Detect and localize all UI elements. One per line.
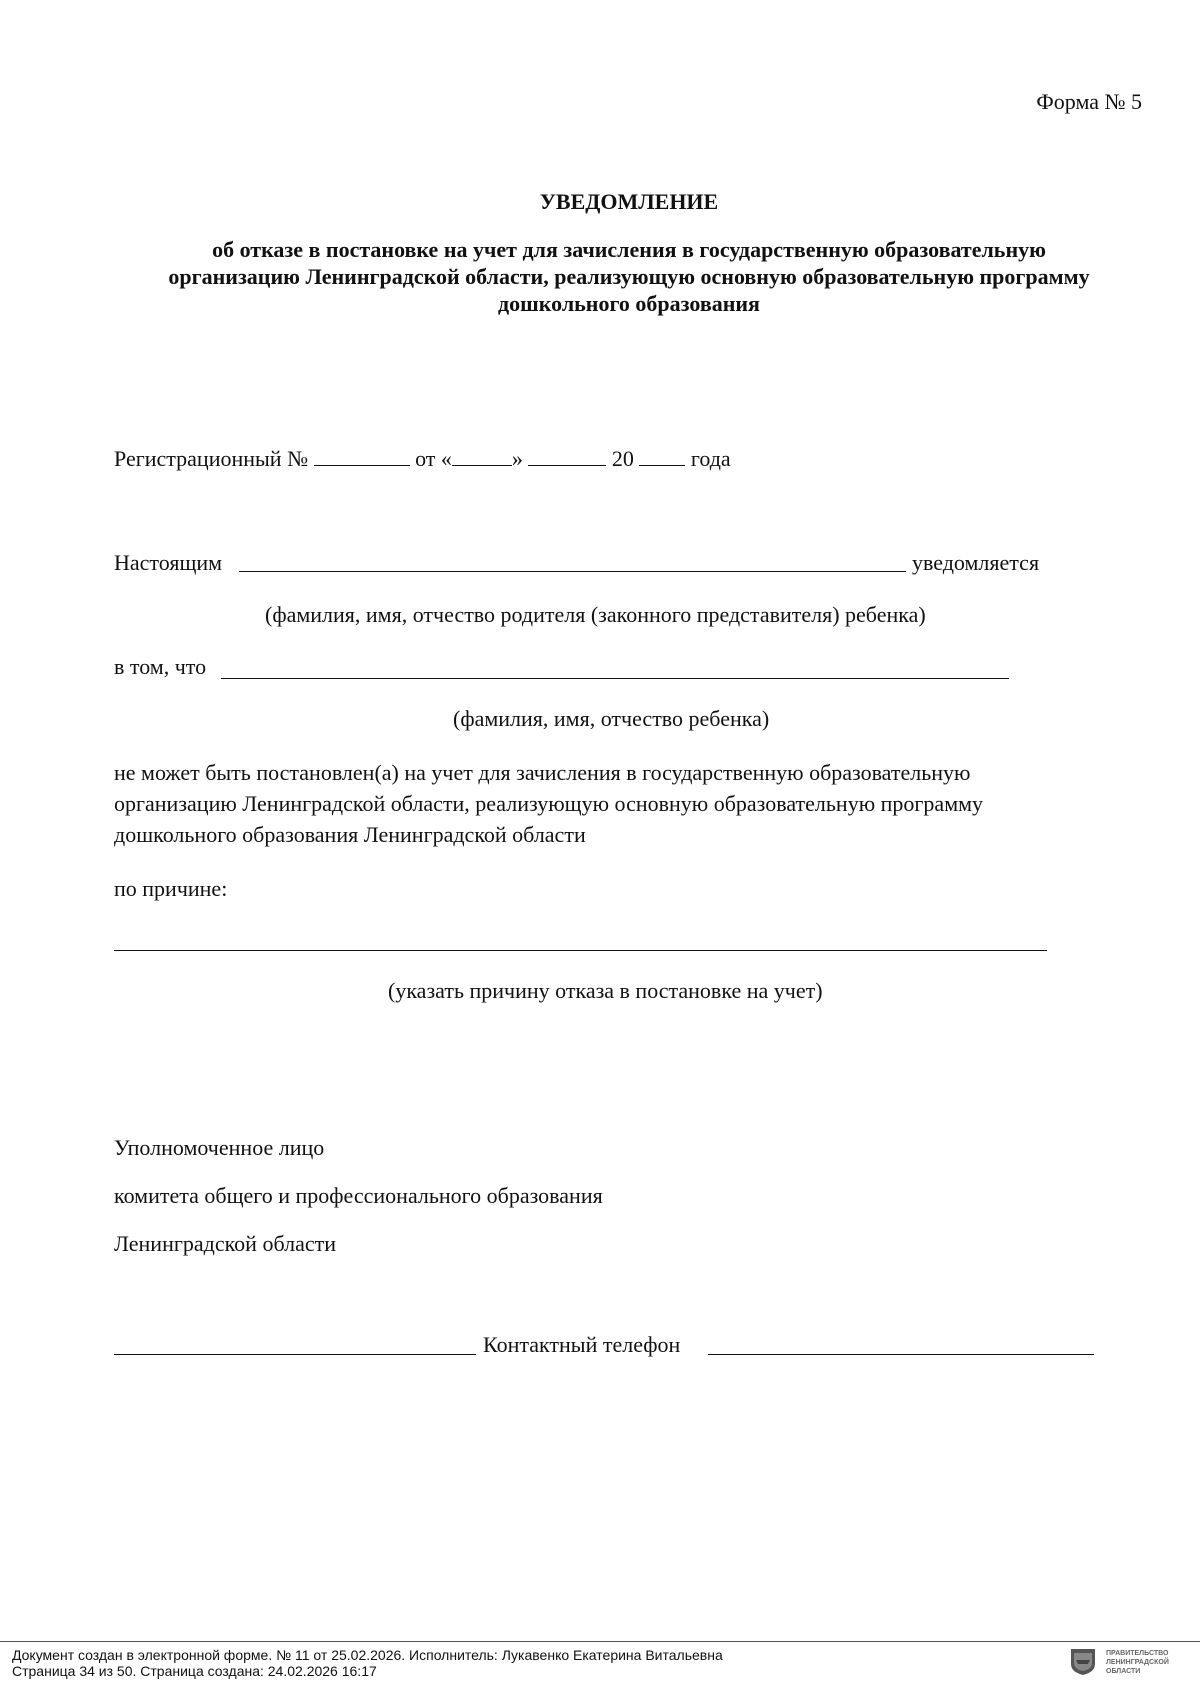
reason-field[interactable] bbox=[114, 950, 1047, 951]
government-emblem-icon bbox=[1070, 1648, 1096, 1676]
registration-year-field[interactable] bbox=[639, 445, 685, 466]
form-number: Форма № 5 bbox=[1036, 89, 1142, 114]
government-logo-text bbox=[1106, 1649, 1169, 1676]
registration-number-field[interactable] bbox=[314, 445, 410, 466]
signatory-line-3: Ленинградской области bbox=[114, 1231, 336, 1256]
registration-year-prefix: 20 bbox=[611, 446, 634, 471]
signatory-line-2: комитета общего и профессионального образования bbox=[114, 1183, 603, 1208]
body-line-2: организацию Ленинградской области, реализующую основную образовательную программу bbox=[114, 791, 984, 816]
body-line-3: дошкольного образования Ленинградской области bbox=[114, 822, 586, 847]
registration-label: Регистрационный № bbox=[114, 446, 309, 471]
logo-line-3: ОБЛАСТИ bbox=[1106, 1668, 1141, 1675]
contact-phone-field[interactable] bbox=[708, 1354, 1094, 1355]
footer-line-1: Документ создан в электронной форме. № 11 от 25.02.2026. Исполнитель: Лукавенко Екатерина Витальевна bbox=[12, 1647, 723, 1663]
notify-suffix: уведомляется bbox=[912, 550, 1040, 575]
subtitle-line-2: организацию Ленинградской области, реализующую основную образовательную программу bbox=[168, 264, 1090, 289]
registration-close-quote: » bbox=[511, 446, 523, 471]
registration-day-field[interactable] bbox=[452, 445, 512, 466]
logo-line-1: ПРАВИТЕЛЬСТВО bbox=[1106, 1650, 1169, 1657]
document-title: УВЕДОМЛЕНИЕ bbox=[539, 189, 719, 214]
registration-from-label: от « bbox=[415, 446, 452, 471]
footer-line-2: Страница 34 из 50. Страница создана: 24.02.2026 16:17 bbox=[12, 1663, 377, 1679]
footer-divider bbox=[0, 1641, 1200, 1642]
reason-label: по причине: bbox=[114, 876, 228, 901]
contact-phone-label: Контактный телефон bbox=[483, 1332, 681, 1357]
body-line-1: не может быть постановлен(а) на учет для зачисления в государственную образовательную bbox=[114, 760, 971, 785]
subtitle-line-1: об отказе в постановке на учет для зачисления в государственную образовательную bbox=[212, 237, 1046, 262]
reason-caption: (указать причину отказа в постановке на учет) bbox=[388, 978, 823, 1003]
registration-month-field[interactable] bbox=[528, 445, 606, 466]
parent-name-field[interactable] bbox=[239, 571, 906, 572]
parent-name-caption: (фамилия, имя, отчество родителя (законного представителя) ребенка) bbox=[265, 602, 926, 627]
registration-year-suffix: года bbox=[690, 446, 731, 471]
that-prefix: в том, что bbox=[114, 654, 207, 679]
logo-line-2: ЛЕНИНГРАДСКОЙ bbox=[1106, 1659, 1169, 1666]
subtitle-line-3: дошкольного образования bbox=[498, 291, 760, 316]
child-name-field[interactable] bbox=[221, 678, 1009, 679]
notify-prefix: Настоящим bbox=[114, 550, 223, 575]
signatory-line-1: Уполномоченное лицо bbox=[114, 1135, 325, 1160]
registration-line bbox=[114, 445, 731, 472]
signature-field[interactable] bbox=[114, 1354, 476, 1355]
child-name-caption: (фамилия, имя, отчество ребенка) bbox=[453, 706, 770, 731]
